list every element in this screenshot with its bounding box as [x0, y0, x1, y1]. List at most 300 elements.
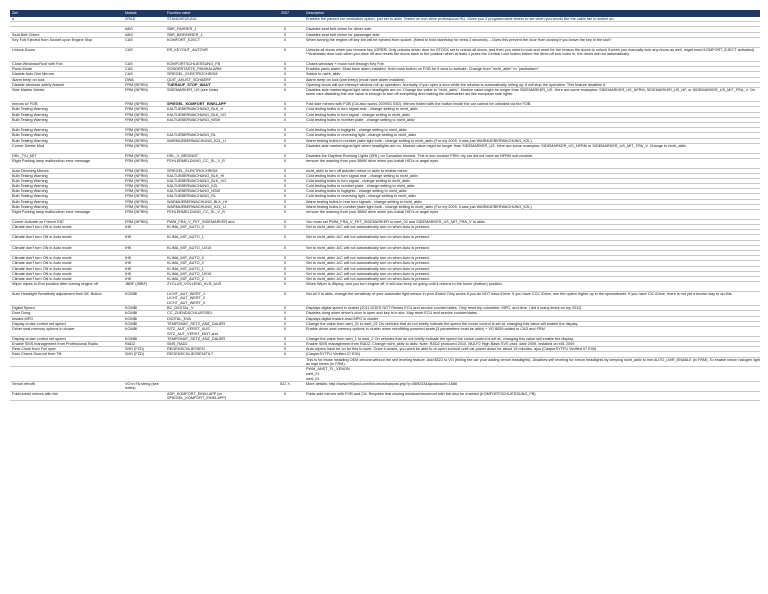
module-cell[interactable] — [123, 22, 165, 26]
description-cell[interactable]: (CasperSYTFU Verified 07 E90) — [306, 352, 361, 357]
goal-cell[interactable]: Rain Closes Sunroof from Tilt — [12, 352, 62, 357]
goal-cell[interactable]: Climate don't turn ON in Auto mode — [12, 271, 72, 276]
description-cell[interactable] — [304, 241, 760, 245]
year-cell[interactable]: X — [283, 82, 287, 87]
description-cell[interactable]: Set to nicht_aktiv. A/C will not automatically turn on when Auto is pressed. — [306, 261, 430, 266]
function-value-cell[interactable]: SPIEGEL_ELEKTROCHROM — [167, 72, 218, 77]
module-cell[interactable]: KOMBI — [125, 316, 138, 321]
module-cell[interactable]: FRM (NFRM) — [125, 138, 148, 143]
description-cell[interactable]: Disables side marker/signal light when headlights are on. Change the value to "nicht_aktiv". Module value might be longer than SIDEMARKER_US. Here are some examples: SIDEMARKER_US_NFRM, SIDEMARKER_US_NF, or SIDEMARKER_US_MIT_FRA_V. On some cars disabling this one value is enough to turn off everything and making the sidemarker act like european side lights. — [306, 87, 755, 97]
table-row[interactable] — [10, 159, 760, 169]
goal-cell[interactable]: Climate don't turn ON in Auto mode — [12, 235, 72, 240]
description-cell[interactable]: Enables the parked car ventilation option, just set to aktiv. Tested on non-drive professional HU. Gives you 2 programmable timers to set when you would like the cabin fan to switch on. — [306, 17, 615, 21]
module-cell[interactable]: FRM (NFRM) — [125, 128, 148, 133]
year-cell[interactable]: X — [283, 87, 287, 92]
goal-cell[interactable] — [10, 123, 123, 127]
function-value-cell[interactable]: KLIMA_MIT_AUTO_1 — [167, 266, 204, 271]
function-value-cell[interactable]: WARMUEBERWACHUNG_KZL_LI — [167, 204, 227, 209]
description-cell[interactable]: You must set PWM_FRA_V_FKT_SIDEMARKER to wert_02 and SIDEMARKER_US_MIT_FRA_V to aktiv. — [306, 219, 486, 224]
header-function-value[interactable]: Function value — [167, 11, 191, 15]
table-row[interactable] — [10, 392, 760, 402]
module-cell[interactable]: FRM (NFRM) — [125, 107, 148, 112]
function-value-cell[interactable] — [165, 251, 266, 255]
goal-cell[interactable] — [10, 367, 123, 380]
description-cell[interactable]: Cold testing bulbs in foglights - change setting to nicht_aktiv — [306, 189, 407, 194]
description-cell[interactable]: Cold testing bulbs in reversing light - change setting to nicht_aktiv — [306, 133, 417, 138]
year-cell[interactable]: X — [283, 256, 287, 261]
year-cell[interactable] — [266, 358, 304, 367]
module-cell[interactable]: KOMBI — [125, 311, 138, 316]
description-cell[interactable]: Set to nicht_aktiv. A/C will not automatically turn on when Auto is pressed. — [306, 276, 430, 281]
year-cell[interactable]: X — [283, 153, 287, 158]
year-cell[interactable]: X — [283, 77, 287, 82]
function-value-cell[interactable]: KOMFORT_EJECT — [167, 37, 201, 42]
function-value-cell[interactable]: SPIEGEL_KOMFORT_EINKLAPP — [167, 102, 227, 107]
goal-cell[interactable]: Auto Headlight Sensitivity adjustment from BC Button — [12, 291, 102, 296]
function-value-cell[interactable]: KLIMA_MIT_AUTO_10/15 — [167, 245, 212, 250]
module-cell[interactable]: KOMBI — [125, 291, 138, 296]
description-cell[interactable] — [304, 230, 760, 234]
year-cell[interactable] — [266, 251, 304, 255]
function-value-cell[interactable]: REGENSCHLIESSEN/TILT — [167, 352, 214, 357]
goal-cell[interactable]: DRL_T/U_MIT — [12, 153, 37, 158]
year-cell[interactable]: X — [283, 168, 287, 173]
module-cell[interactable]: IHK — [125, 225, 132, 230]
function-value-cell[interactable]: TUERAUF_STOP_WAUT — [167, 82, 211, 87]
function-value-cell[interactable]: FEHLERMELDUNG_CC_SL_V_R — [167, 210, 225, 215]
description-cell[interactable]: Enable driver seat memory options in cluster when retrofitting powered seats (3 parameters must be aktiv) + VO $459 added to CAS and FRM — [306, 327, 545, 332]
description-cell[interactable]: Disables dong when driver's door is open and key is in slot. May reset ECU and service counter/dates. — [306, 311, 478, 316]
description-cell[interactable]: Change the value from wert_1 to wert_2 On vehicles that do not briefly indicate the speed the cruise control is set at, changing this value will enable the display. — [306, 336, 574, 341]
year-cell[interactable] — [266, 123, 304, 127]
year-cell[interactable]: X — [283, 47, 287, 52]
year-cell[interactable]: X — [283, 336, 287, 341]
goal-cell[interactable] — [10, 241, 123, 245]
module-cell[interactable] — [123, 230, 165, 234]
description-cell[interactable]: Disables seat belt chime for passenger side — [306, 32, 380, 37]
description-cell[interactable]: Set to nicht_aktiv. A/C will not automatically turn on when Auto is pressed. — [306, 266, 430, 271]
description-cell[interactable]: nicht_aktiv to turn off autodim mirror or aktiv to enable mirror — [306, 168, 408, 173]
year-cell[interactable]: X — [283, 27, 287, 32]
description-cell[interactable]: remove the warning from your BMW drive when you install HID's or angel eyes — [306, 210, 439, 215]
module-cell[interactable] — [123, 358, 165, 367]
module-cell[interactable]: FRM (NFRM) — [125, 184, 148, 189]
year-cell[interactable]: X — [283, 342, 287, 347]
function-value-cell[interactable]: KLIMA_MIT_AUTO_2 — [167, 276, 204, 281]
module-cell[interactable] — [123, 123, 165, 127]
description-cell[interactable]: Cold testing bulbs in turn signal - change setting to nicht_aktiv — [306, 112, 411, 117]
description-cell[interactable]: Folds side mirrors with FOB and CA. Requires that closing windows/moonroof with fob also be enabled (KOMFORTSCHLIESSUNG_FB). — [306, 391, 537, 396]
module-cell[interactable]: SHD (FZD) — [125, 347, 144, 352]
year-cell[interactable]: X — [283, 235, 287, 240]
year-cell[interactable]: X — [283, 72, 287, 77]
description-cell[interactable]: Warm testing bulbs in number plate light bulb - change setting to nicht_aktiv (For my 2009, it was just WARMUEBERWACHUNG_KZL) — [306, 138, 532, 143]
goal-cell[interactable]: Door Dong — [12, 311, 31, 316]
description-cell[interactable]: Disables seat belt chime for driver side — [306, 27, 372, 32]
year-cell[interactable]: X — [283, 112, 287, 117]
year-cell[interactable]: X — [283, 138, 287, 143]
description-cell[interactable]: Set to nicht_aktiv. A/C will not automatically turn on when Auto is pressed. — [306, 235, 430, 240]
year-cell[interactable]: X — [283, 199, 287, 204]
table-row[interactable] — [10, 367, 760, 381]
function-value-cell[interactable]: DIGITAL_KVA — [167, 316, 191, 321]
goal-cell[interactable]: Auto Dimming Mirrors — [12, 168, 49, 173]
module-cell[interactable]: CAS — [125, 47, 133, 52]
header-module[interactable]: Module — [125, 11, 137, 15]
goal-cell[interactable]: Corner Delete Mod — [12, 143, 45, 148]
module-cell[interactable]: FRM (NFRM) — [125, 143, 148, 148]
module-cell[interactable]: CAS — [125, 37, 133, 42]
module-cell[interactable]: IHK — [125, 235, 132, 240]
year-cell[interactable]: X — [283, 128, 287, 133]
year-cell[interactable]: X — [283, 204, 287, 209]
goal-cell[interactable]: Fold/unfold mirrors with fob — [12, 391, 58, 396]
table-row[interactable] — [10, 210, 760, 220]
module-cell[interactable] — [123, 251, 165, 255]
description-cell[interactable]: Opening doors will not interrupt window roll up operation. Normally, if you open a door while the window is automatically rolling up, it will stop the operation. This feature disables it. — [306, 82, 606, 87]
function-value-cell[interactable] — [165, 128, 266, 132]
function-value-cell[interactable]: TEMPOMAT_SETZ_ANZ_DAUER — [167, 321, 226, 326]
goal-cell[interactable]: Climate don't turn ON in Auto mode — [12, 261, 72, 266]
description-cell[interactable]: Alarm beep on lock (one beep) (must have alarm installed) — [306, 77, 405, 82]
module-cell[interactable]: KOMBI — [125, 327, 138, 332]
function-value-cell[interactable]: KALTUEBERWACHUNG_RL — [167, 194, 217, 199]
description-cell[interactable]: This is for those installing OEM xenons without the self leveling feature. Add $522 to VO (telling the car your adding xenon headlights). Disables self leveling for xenon headlights by keeping nicht_aktiv to line AUTO_LWR_ENABLE (in FRM). To enable xenon halogen light as high beam (in FRM): — [306, 357, 760, 367]
year-cell[interactable]: X — [283, 391, 287, 396]
year-cell[interactable]: X — [283, 102, 287, 107]
function-value-cell[interactable]: SBR_FAHRER_1 — [167, 27, 197, 32]
table-row[interactable] — [10, 88, 760, 102]
module-cell[interactable]: FRM (NFRM) — [125, 133, 148, 138]
module-cell[interactable]: FRM (NFRM) — [125, 204, 148, 209]
module-cell[interactable]: IHK — [125, 256, 132, 261]
module-cell[interactable]: FRM (NFRM) — [125, 199, 148, 204]
goal-cell[interactable]: Bulb Testing Warning — [12, 173, 48, 178]
table-row[interactable] — [10, 292, 760, 306]
goal-cell[interactable] — [10, 27, 123, 31]
function-value-cell[interactable]: ZYCLUS_VOLLEND_KLR_AUS — [167, 282, 222, 287]
module-cell[interactable]: FRM (NFRM) — [125, 210, 148, 215]
table-row[interactable] — [10, 38, 760, 48]
year-cell[interactable]: X — [283, 178, 287, 183]
goal-cell[interactable]: Display cruise control set speed — [12, 336, 66, 341]
goal-cell[interactable]: mirrors w/ FOB — [12, 102, 38, 107]
year-cell[interactable]: X — [283, 143, 287, 148]
goal-cell[interactable]: Side Marker Delete — [12, 87, 45, 92]
header-year[interactable]: 2007 — [281, 11, 289, 15]
description-cell[interactable] — [304, 22, 760, 26]
function-value-cell[interactable]: KALTUEBERWACHUNG_BLK_HI — [167, 173, 225, 178]
function-value-cell[interactable]: FEHLERMELDUNG_CC_SL_V_R — [167, 158, 225, 163]
description-cell[interactable]: Displays digital instant-read MPG in cluster — [306, 316, 379, 321]
module-cell[interactable]: FRM (NFRM) — [125, 112, 148, 117]
function-value-cell[interactable]: CC_ZUENDSCHLUESSEL — [167, 311, 213, 316]
goal-cell[interactable] — [10, 251, 123, 255]
year-cell[interactable]: X — [283, 321, 287, 326]
function-value-cell[interactable]: KALTUEBERWACHUNG_NSW — [167, 117, 221, 122]
description-cell[interactable]: PWM_ANST_FL_XENON wert_01 wert_01 — [306, 367, 350, 381]
module-cell[interactable]: IHK — [125, 266, 132, 271]
goal-cell[interactable]: Bulb Testing Warning — [12, 138, 48, 143]
year-cell[interactable]: X — [283, 189, 287, 194]
goal-cell[interactable]: Corner Activate on French E87 — [12, 219, 64, 224]
year-cell[interactable]: X — [283, 133, 287, 138]
goal-cell[interactable]: Bulb Testing Warning — [12, 189, 48, 194]
goal-cell[interactable]: a — [12, 17, 15, 21]
year-cell[interactable]: X — [283, 282, 287, 287]
function-value-cell[interactable]: KLIMA_MIT_AUTO_2 — [167, 261, 204, 266]
module-cell[interactable]: KOMBI — [125, 306, 138, 311]
function-value-cell[interactable]: WARMUEBERWACHUNG_BLK_HI — [167, 199, 227, 204]
goal-cell[interactable]: Key Fob Ejected from Socket upon Engine Stop — [12, 37, 93, 42]
function-value-cell[interactable]: TEMPOMAT_SETZ_ANZ_DAUER — [167, 336, 226, 341]
function-value-cell[interactable]: WARMUEBERWACHUNG_KZL_LI — [167, 138, 227, 143]
goal-cell[interactable]: Rear Close from Full open — [12, 347, 57, 352]
year-cell[interactable] — [266, 367, 304, 380]
description-cell[interactable]: remove the warning from your BMW drive when you install HID's or angel eyes — [306, 158, 439, 163]
goal-cell[interactable]: Disable windows safety feature — [12, 82, 65, 87]
function-value-cell[interactable] — [165, 230, 266, 234]
module-cell[interactable]: FRM (NFRM) — [125, 102, 148, 107]
table-row[interactable] — [10, 358, 760, 368]
table-row[interactable] — [10, 327, 760, 337]
module-cell[interactable] — [123, 367, 165, 380]
description-cell[interactable]: Set to nicht_aktiv. A/C will not automatically turn on when Auto is pressed. — [306, 245, 430, 250]
function-value-cell[interactable]: STANDHEIZUNG — [167, 17, 197, 21]
year-cell[interactable]: X — [283, 225, 287, 230]
table-row[interactable] — [10, 382, 760, 392]
module-cell[interactable]: ZRAD — [125, 17, 136, 21]
function-value-cell[interactable]: ASP_KOMFORT_EINKLAPP (or SPIEGEL_KOMFORT_EINKLAPP) — [167, 391, 227, 401]
function-value-cell[interactable] — [165, 382, 266, 391]
function-value-cell[interactable]: KALTUEBERWACHUNG_BLK_H — [167, 107, 224, 112]
module-cell[interactable]: FRM (NFRM) — [125, 194, 148, 199]
description-cell[interactable]: Set to nicht_aktiv. A/C will not automatically turn on when Auto is pressed. — [306, 256, 430, 261]
header-description[interactable]: Description — [306, 11, 324, 15]
goal-cell[interactable]: Climate don't turn ON in Auto mode — [12, 276, 72, 281]
module-cell[interactable]: SHD (FZD) — [125, 352, 144, 357]
goal-cell[interactable] — [10, 358, 123, 367]
function-value-cell[interactable]: LICHT_AUT_WERT_1 LICHT_AUT_WERT_2 LICHT_AUT_WERT_3 — [167, 291, 206, 306]
year-cell[interactable]: X — [283, 67, 287, 72]
function-value-cell[interactable]: QUIT_AKUST_SCHAERF — [167, 77, 212, 82]
goal-cell[interactable]: Digital Speed — [12, 306, 35, 311]
goal-cell[interactable]: Display cruise control set speed — [12, 321, 66, 326]
module-cell[interactable]: JBBF (JBBF) — [125, 282, 148, 287]
goal-cell[interactable]: Climate don't turn ON in Auto mode — [12, 266, 72, 271]
function-value-cell[interactable]: KALTUEBERWACHUNG_BLK_VO — [167, 178, 227, 183]
goal-cell[interactable]: Unlock Doors — [12, 47, 35, 52]
module-cell[interactable]: CAS — [125, 61, 133, 66]
description-cell[interactable]: Enable SMS management from RAD2. Change nicht_aktiv to aktiv. Note: RAD2 produced 2010, MULF2 High Basis SVS prod. date 2009, installed on e81 2009. — [306, 342, 576, 347]
description-cell[interactable] — [304, 123, 760, 127]
module-cell[interactable]: FRM (NFRM) — [125, 178, 148, 183]
year-cell[interactable]: X — [283, 352, 287, 357]
module-cell[interactable]: FRM (NFRM) — [125, 153, 148, 158]
year-cell[interactable]: X — [283, 158, 287, 163]
module-cell[interactable]: CAS — [125, 72, 133, 77]
description-cell[interactable]: Change the value from wert_01 to wert_02 On vehicles that do not briefly indicate the speed the cruise control is set at, changing this value will enable the display. — [306, 321, 579, 326]
description-cell[interactable]: Set to nicht_aktiv. A/C will not automatically turn on when Auto is pressed. — [306, 225, 430, 230]
function-value-cell[interactable]: KALTUEBERWACHUNG_KZL — [167, 184, 219, 189]
module-cell[interactable]: FRM (NFRM) — [125, 87, 148, 92]
year-cell[interactable]: X — [283, 117, 287, 122]
year-cell[interactable]: X — [283, 219, 287, 224]
module-cell[interactable]: IHK — [125, 245, 132, 250]
function-value-cell[interactable]: KLIMA_MIT_AUTO_1 — [167, 235, 204, 240]
goal-cell[interactable]: Bulb Testing Warning — [12, 178, 48, 183]
goal-cell[interactable]: Bulb Testing Warning — [12, 204, 48, 209]
description-cell[interactable]: Enables panic alarm. Must have alarm installed. Hold trunk button on FOB for 5 secs to activate. Change from "nicht_aktiv" to "panikalarm" — [306, 67, 539, 72]
module-cell[interactable]: DWA — [125, 77, 134, 82]
module-cell[interactable]: ABG — [125, 32, 134, 37]
year-cell[interactable] — [266, 17, 304, 21]
year-cell[interactable]: 522 X — [280, 381, 290, 386]
year-cell[interactable] — [266, 241, 304, 245]
goal-cell[interactable]: Close Windows/Roof with Fob — [12, 61, 63, 66]
description-cell[interactable]: Set to nicht_aktiv. A/C will not automatically turn on when Auto is pressed. — [306, 271, 430, 276]
module-cell[interactable] — [123, 241, 165, 245]
goal-cell[interactable]: Bulb Testing Warning — [12, 107, 48, 112]
function-value-cell[interactable]: SONDERTASTE_PANIKALARM — [167, 67, 222, 72]
goal-cell[interactable]: Bulb Testing Warning — [12, 117, 48, 122]
function-value-cell[interactable] — [165, 367, 266, 380]
description-cell[interactable]: Cold testing bulbs in turn signal - change setting to nicht_aktiv — [306, 178, 411, 183]
function-value-cell[interactable]: KLIMA_MIT_AUTO_10/15 — [167, 271, 212, 276]
function-value-cell[interactable]: KALTUEBERWACHUNG_NSW — [167, 189, 221, 194]
year-cell[interactable]: X — [283, 266, 287, 271]
function-value-cell[interactable]: SBR_BEIFAHRER_1 — [167, 32, 203, 37]
goal-cell[interactable]: Enable SMS management from Professional Radio — [12, 342, 98, 347]
function-value-cell[interactable] — [165, 22, 266, 26]
description-cell[interactable] — [304, 251, 760, 255]
module-cell[interactable]: IHK — [125, 271, 132, 276]
function-value-cell[interactable]: ER_KEYOUT_AUTOVR — [167, 47, 208, 52]
function-value-cell[interactable]: KALTUEBERWACHUNG_BLK_VO — [167, 112, 227, 117]
year-cell[interactable]: X — [283, 276, 287, 281]
module-cell[interactable]: IHK — [125, 276, 132, 281]
year-cell[interactable]: X — [283, 107, 287, 112]
function-value-cell[interactable]: PWM_FRA_V_FKT_SIDEMARKER and — [167, 219, 235, 224]
goal-cell[interactable]: Bulb Testing Warning — [12, 184, 48, 189]
function-value-cell[interactable]: KLIMA_MIT_AUTO_0 — [167, 225, 204, 230]
year-cell[interactable]: X — [283, 245, 287, 250]
module-cell[interactable]: FRM (NFRM) — [125, 82, 148, 87]
function-value-cell[interactable]: KLIMA_MIT_AUTO_0 — [167, 256, 204, 261]
function-value-cell[interactable] — [165, 144, 266, 153]
description-cell[interactable]: Unlocks all doors when you remove key (GRRR! Only unlocks driver door for STOCK set to unlock all doors, and then you need to lock and reset for the reason the doors to unlock it when you manually lock any doors as well, might need KOMFORT_EJECT activated) **Automatic door lock when you drive off and resets the doors back to the position when at least 1 press the Central Lock button before the drive-off lock locks in, the doors will not automatically. — [306, 47, 755, 57]
year-cell[interactable]: X — [283, 316, 287, 321]
description-cell[interactable]: Cold testing bulbs in reversing light - change setting to nicht_aktiv — [306, 194, 417, 199]
module-cell[interactable]: KOMBI — [125, 321, 138, 326]
description-cell[interactable]: More details: http://www.e90post.com/forums/showpost.php?p=8892434&postcount=1666 — [306, 381, 458, 386]
module-cell[interactable]: FRM (NFRM) — [125, 189, 148, 194]
function-value-cell[interactable] — [165, 123, 266, 127]
module-cell[interactable]: FRM (NFRM) — [125, 173, 148, 178]
description-cell[interactable]: When turning the engine off key fob will be ejected from socket. (Need to hold start/stop for extra 2 seconds) -- Does this prevent the door from closing if you leave the key in the slot? — [306, 37, 612, 42]
goal-cell[interactable]: Bulb Testing Warning — [12, 133, 48, 138]
module-cell[interactable] — [123, 392, 165, 401]
goal-cell[interactable]: Bulb Testing Warning — [12, 128, 48, 133]
module-cell[interactable]: VO in FA string (see notes) — [125, 381, 159, 391]
description-cell[interactable]: Disables side marker/signal light when headlights are on. Module value might be longer than SIDEMARKER_US. Here are some examples: SIDEMARKER_US_NFRM or SIDEMARKER_US_MIT_FRA_V. Change to nicht_aktiv. — [306, 143, 687, 148]
module-cell[interactable]: IHK — [125, 261, 132, 266]
year-cell[interactable]: X — [283, 194, 287, 199]
function-value-cell[interactable] — [165, 358, 266, 367]
goal-cell[interactable]: Instant MPG — [12, 316, 34, 321]
goal-cell[interactable]: Panic Mode — [12, 67, 33, 72]
description-cell[interactable]: Displays digital speed in cluster (2011 DOES NOT Resets ECU and service counter/dates. Only reset trip odometer, MPG, and time, I did it many times on my 2011) — [306, 306, 582, 311]
goal-cell[interactable]: Bulb Testing Warning — [12, 112, 48, 117]
module-cell[interactable]: FRM (NFRM) — [125, 219, 148, 224]
module-cell[interactable]: KOMBI — [125, 336, 138, 341]
goal-cell[interactable]: Xenon retrofit — [12, 381, 35, 386]
year-cell[interactable]: X — [283, 347, 287, 352]
description-cell[interactable]: Auto wipers have be on for this to work. Once it closes, you wont be able to re-open sunroof until car power down for about 15 minutes. ajou (CasperSYTFU Verified 07 E90) — [306, 347, 597, 352]
header-goal[interactable]: Ziel — [12, 11, 18, 15]
module-cell[interactable]: CAS — [125, 67, 133, 72]
function-value-cell[interactable]: SITZ_AUT_VERST_AUS SITZ_AUT_VERST_EINT and — [167, 327, 218, 336]
table-row[interactable] — [10, 144, 760, 154]
description-cell[interactable]: Warm testing bulbs in rear turn signals - change setting to nicht_aktiv — [306, 199, 422, 204]
goal-cell[interactable]: Climate don't turn ON in Auto mode — [12, 225, 72, 230]
goal-cell[interactable] — [10, 22, 123, 26]
year-cell[interactable]: X — [283, 327, 287, 332]
year-cell[interactable]: X — [283, 173, 287, 178]
year-cell[interactable]: X — [283, 61, 287, 66]
year-cell[interactable]: X — [283, 261, 287, 266]
function-value-cell[interactable]: REGENSCHLIESSEN — [167, 347, 205, 352]
description-cell[interactable]: Switch to nicht_aktiv — [306, 72, 341, 77]
year-cell[interactable]: X — [283, 306, 287, 311]
module-cell[interactable]: FRM (NFRM) — [125, 158, 148, 163]
year-cell[interactable]: X — [283, 32, 287, 37]
goal-cell[interactable]: Right Parking lamp malfunction error message — [12, 210, 91, 215]
goal-cell[interactable]: Climate don't turn ON in Auto mode — [12, 245, 72, 250]
goal-cell[interactable]: Climate don't turn ON in Auto mode — [12, 256, 72, 261]
description-cell[interactable]: Cold testing bulbs in foglights - change setting to nicht_aktiv — [306, 128, 407, 133]
goal-cell[interactable]: Seat Belt Chime — [12, 32, 40, 37]
goal-cell[interactable]: Alarm beep on lock — [12, 77, 45, 82]
goal-cell[interactable]: Bulb Testing Warning — [12, 194, 48, 199]
goal-cell[interactable]: Disable Auto Dim Mirrors — [12, 72, 54, 77]
year-cell[interactable]: X — [283, 210, 287, 215]
description-cell[interactable]: Cold testing bulbs in number plate - change setting to nicht_aktiv — [306, 117, 415, 122]
year-cell[interactable] — [266, 22, 304, 26]
function-value-cell[interactable]: KALTUEBERWACHUNG_RL — [167, 133, 217, 138]
year-cell[interactable] — [266, 230, 304, 234]
function-value-cell[interactable]: SIDEMARKER_US (see Note) — [167, 87, 219, 92]
goal-cell[interactable] — [10, 230, 123, 234]
module-cell[interactable]: FRM (NFRM) — [125, 168, 148, 173]
description-cell[interactable]: When Wiper is Wiping, and you turn engine off, it will now keep on going until it returns to the home (bottom) position. — [306, 282, 503, 287]
description-cell[interactable]: Fold side mirrors with FOB (CA also works 2009/01 E82). Mirrors folded with the button inside the car cannot be unfolded via the FOB. — [306, 102, 532, 107]
description-cell[interactable]: Warm testing bulbs in number plate light bulb - change setting to nicht_aktiv (For my 2009, it was just WARMUEBERWACHUNG_KZL) — [306, 204, 532, 209]
function-value-cell[interactable]: KOMFORTSCHLIESSUNG_FB — [167, 61, 221, 66]
module-cell[interactable]: ABG — [125, 27, 134, 32]
function-value-cell[interactable]: DRL_V_BEDINNT — [167, 153, 199, 158]
goal-cell[interactable]: Wiper wipes to End position after turning engine off — [12, 282, 98, 287]
module-cell[interactable]: FRM (NFRM) — [125, 117, 148, 122]
goal-cell[interactable]: Bulb Testing Warning — [12, 199, 48, 204]
description-cell[interactable]: Cold testing bulbs in number plate - change setting to nicht_aktiv — [306, 184, 415, 189]
description-cell[interactable]: Cold testing bulbs in turn signal rear - change setting to nicht_aktiv — [306, 107, 418, 112]
year-cell[interactable]: X — [283, 271, 287, 276]
year-cell[interactable]: X — [283, 37, 287, 42]
description-cell[interactable]: Set all 3 to aktiv, change the sensitivity of your automatic light sensor in your iDash! Only works if you do NOT have iDrive. If you have CCC iDrive, see the option higher up in the spreadsheet. If you have CIC iDrive, there is not yet a known way to do this. — [306, 291, 733, 296]
year-cell[interactable]: X — [283, 184, 287, 189]
function-value-cell[interactable] — [165, 241, 266, 245]
